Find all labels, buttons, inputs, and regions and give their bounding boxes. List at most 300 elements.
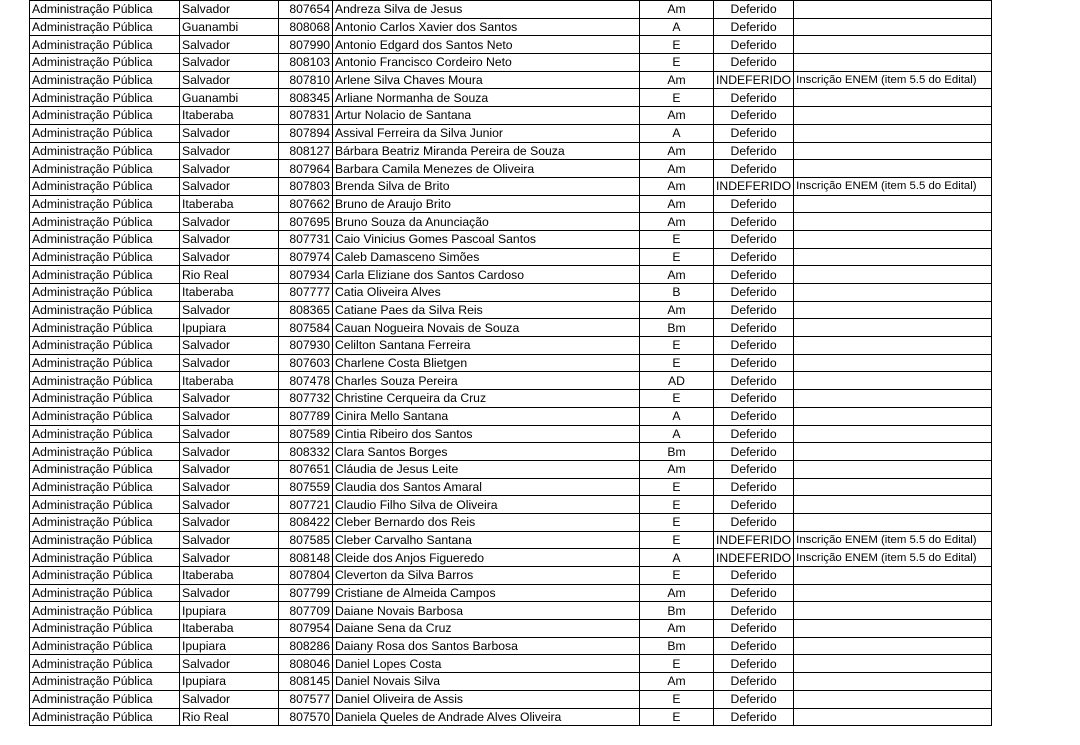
- city-cell: Ipupiara: [180, 673, 279, 691]
- table-row: [30, 337, 992, 355]
- course-cell: Administração Pública: [30, 71, 180, 89]
- observation-cell: [794, 89, 992, 107]
- quota-cell: Am: [640, 584, 714, 602]
- registration-number-cell: 807974: [279, 248, 333, 266]
- registration-number-cell: 807559: [279, 478, 333, 496]
- city-cell: Salvador: [180, 248, 279, 266]
- table-row: [30, 584, 992, 602]
- candidate-name-cell: Daniel Lopes Costa: [333, 655, 640, 673]
- table-row: [30, 177, 992, 195]
- table-row: [30, 620, 992, 638]
- city-cell: Salvador: [180, 124, 279, 142]
- table-row: [30, 36, 992, 54]
- city-cell: Salvador: [180, 460, 279, 478]
- quota-cell: E: [640, 496, 714, 514]
- city-cell: Salvador: [180, 160, 279, 178]
- city-cell: Rio Real: [180, 266, 279, 284]
- course-cell: Administração Pública: [30, 36, 180, 54]
- city-cell: Ipupiara: [180, 602, 279, 620]
- quota-cell: Am: [640, 160, 714, 178]
- registration-number-cell: 807654: [279, 1, 333, 19]
- candidate-name-cell: Charlene Costa Blietgen: [333, 354, 640, 372]
- course-cell: Administração Pública: [30, 673, 180, 691]
- status-cell: Deferido: [714, 124, 794, 142]
- table-row: [30, 213, 992, 231]
- registration-number-cell: 807934: [279, 266, 333, 284]
- table-row: [30, 637, 992, 655]
- course-cell: Administração Pública: [30, 620, 180, 638]
- city-cell: Salvador: [180, 71, 279, 89]
- city-cell: Ipupiara: [180, 637, 279, 655]
- status-cell: Deferido: [714, 230, 794, 248]
- quota-cell: A: [640, 425, 714, 443]
- table-row: [30, 89, 992, 107]
- candidate-name-cell: Cristiane de Almeida Campos: [333, 584, 640, 602]
- status-cell: Deferido: [714, 372, 794, 390]
- candidate-name-cell: Arlene Silva Chaves Moura: [333, 71, 640, 89]
- registration-number-cell: 807731: [279, 230, 333, 248]
- observation-cell: [794, 496, 992, 514]
- registration-number-cell: 807662: [279, 195, 333, 213]
- course-cell: Administração Pública: [30, 567, 180, 585]
- table-row: [30, 567, 992, 585]
- status-cell: Deferido: [714, 1, 794, 19]
- quota-cell: Am: [640, 1, 714, 19]
- status-cell: Deferido: [714, 513, 794, 531]
- status-cell: Deferido: [714, 425, 794, 443]
- quota-cell: Bm: [640, 637, 714, 655]
- status-cell: Deferido: [714, 266, 794, 284]
- observation-cell: [794, 337, 992, 355]
- course-cell: Administração Pública: [30, 248, 180, 266]
- status-cell: INDEFERIDO: [714, 531, 794, 549]
- candidate-name-cell: Antonio Francisco Cordeiro Neto: [333, 54, 640, 72]
- course-cell: Administração Pública: [30, 443, 180, 461]
- results-table-body: [30, 1, 992, 726]
- city-cell: Rio Real: [180, 708, 279, 726]
- table-row: [30, 708, 992, 726]
- observation-cell: [794, 284, 992, 302]
- table-row: [30, 301, 992, 319]
- quota-cell: A: [640, 549, 714, 567]
- table-row: [30, 230, 992, 248]
- quota-cell: E: [640, 36, 714, 54]
- status-cell: Deferido: [714, 584, 794, 602]
- status-cell: INDEFERIDO: [714, 549, 794, 567]
- quota-cell: B: [640, 284, 714, 302]
- candidate-name-cell: Antonio Carlos Xavier dos Santos: [333, 18, 640, 36]
- table-row: [30, 549, 992, 567]
- status-cell: Deferido: [714, 690, 794, 708]
- quota-cell: E: [640, 230, 714, 248]
- course-cell: Administração Pública: [30, 319, 180, 337]
- candidate-name-cell: Daniela Queles de Andrade Alves Oliveira: [333, 708, 640, 726]
- status-cell: Deferido: [714, 301, 794, 319]
- quota-cell: A: [640, 18, 714, 36]
- candidate-name-cell: Christine Cerqueira da Cruz: [333, 390, 640, 408]
- quota-cell: Bm: [640, 602, 714, 620]
- table-row: [30, 390, 992, 408]
- course-cell: Administração Pública: [30, 690, 180, 708]
- observation-cell: [794, 301, 992, 319]
- table-row: [30, 266, 992, 284]
- table-row: [30, 107, 992, 125]
- registration-number-cell: 807964: [279, 160, 333, 178]
- candidate-name-cell: Brenda Silva de Brito: [333, 177, 640, 195]
- course-cell: Administração Pública: [30, 1, 180, 19]
- candidate-name-cell: Arliane Normanha de Souza: [333, 89, 640, 107]
- status-cell: Deferido: [714, 637, 794, 655]
- observation-cell: [794, 54, 992, 72]
- table-row: [30, 531, 992, 549]
- candidate-name-cell: Cleide dos Anjos Figueredo: [333, 549, 640, 567]
- observation-cell: [794, 1, 992, 19]
- quota-cell: Am: [640, 266, 714, 284]
- table-row: [30, 71, 992, 89]
- candidate-name-cell: Catia Oliveira Alves: [333, 284, 640, 302]
- table-row: [30, 478, 992, 496]
- candidate-name-cell: Cauan Nogueira Novais de Souza: [333, 319, 640, 337]
- registration-number-cell: 807721: [279, 496, 333, 514]
- status-cell: Deferido: [714, 248, 794, 266]
- quota-cell: E: [640, 655, 714, 673]
- city-cell: Salvador: [180, 230, 279, 248]
- table-row: [30, 443, 992, 461]
- candidate-name-cell: Caio Vinicius Gomes Pascoal Santos: [333, 230, 640, 248]
- registration-number-cell: 807709: [279, 602, 333, 620]
- candidate-name-cell: Cinira Mello Santana: [333, 407, 640, 425]
- status-cell: Deferido: [714, 567, 794, 585]
- observation-cell: [794, 567, 992, 585]
- status-cell: Deferido: [714, 107, 794, 125]
- candidate-name-cell: Catiane Paes da Silva Reis: [333, 301, 640, 319]
- course-cell: Administração Pública: [30, 584, 180, 602]
- table-row: [30, 1, 992, 19]
- course-cell: Administração Pública: [30, 390, 180, 408]
- registration-number-cell: 807803: [279, 177, 333, 195]
- registration-number-cell: 807810: [279, 71, 333, 89]
- city-cell: Salvador: [180, 496, 279, 514]
- observation-cell: Inscrição ENEM (item 5.5 do Edital): [794, 71, 992, 89]
- status-cell: Deferido: [714, 36, 794, 54]
- table-row: [30, 460, 992, 478]
- candidate-name-cell: Barbara Camila Menezes de Oliveira: [333, 160, 640, 178]
- course-cell: Administração Pública: [30, 213, 180, 231]
- city-cell: Salvador: [180, 1, 279, 19]
- registration-number-cell: 808345: [279, 89, 333, 107]
- registration-number-cell: 807804: [279, 567, 333, 585]
- course-cell: Administração Pública: [30, 425, 180, 443]
- candidate-name-cell: Caleb Damasceno Simões: [333, 248, 640, 266]
- course-cell: Administração Pública: [30, 195, 180, 213]
- table-row: [30, 496, 992, 514]
- registration-number-cell: 808365: [279, 301, 333, 319]
- registration-number-cell: 807695: [279, 213, 333, 231]
- status-cell: Deferido: [714, 478, 794, 496]
- table-row: [30, 195, 992, 213]
- observation-cell: [794, 690, 992, 708]
- observation-cell: [794, 230, 992, 248]
- observation-cell: [794, 655, 992, 673]
- city-cell: Itaberaba: [180, 107, 279, 125]
- registration-number-cell: 807584: [279, 319, 333, 337]
- quota-cell: E: [640, 708, 714, 726]
- observation-cell: [794, 407, 992, 425]
- observation-cell: [794, 354, 992, 372]
- observation-cell: [794, 620, 992, 638]
- observation-cell: [794, 478, 992, 496]
- registration-number-cell: 808068: [279, 18, 333, 36]
- course-cell: Administração Pública: [30, 407, 180, 425]
- course-cell: Administração Pública: [30, 460, 180, 478]
- city-cell: Guanambi: [180, 18, 279, 36]
- course-cell: Administração Pública: [30, 478, 180, 496]
- candidate-name-cell: Celilton Santana Ferreira: [333, 337, 640, 355]
- course-cell: Administração Pública: [30, 266, 180, 284]
- status-cell: Deferido: [714, 390, 794, 408]
- course-cell: Administração Pública: [30, 160, 180, 178]
- table-row: [30, 690, 992, 708]
- observation-cell: [794, 124, 992, 142]
- registration-number-cell: 807894: [279, 124, 333, 142]
- quota-cell: Bm: [640, 443, 714, 461]
- observation-cell: [794, 372, 992, 390]
- status-cell: INDEFERIDO: [714, 177, 794, 195]
- registration-number-cell: 808422: [279, 513, 333, 531]
- city-cell: Salvador: [180, 390, 279, 408]
- course-cell: Administração Pública: [30, 549, 180, 567]
- candidate-name-cell: Assival Ferreira da Silva Junior: [333, 124, 640, 142]
- quota-cell: Am: [640, 177, 714, 195]
- registration-number-cell: 808286: [279, 637, 333, 655]
- course-cell: Administração Pública: [30, 18, 180, 36]
- observation-cell: [794, 266, 992, 284]
- city-cell: Salvador: [180, 407, 279, 425]
- observation-cell: Inscrição ENEM (item 5.5 do Edital): [794, 177, 992, 195]
- city-cell: Salvador: [180, 177, 279, 195]
- quota-cell: A: [640, 407, 714, 425]
- candidate-name-cell: Daiany Rosa dos Santos Barbosa: [333, 637, 640, 655]
- course-cell: Administração Pública: [30, 655, 180, 673]
- course-cell: Administração Pública: [30, 513, 180, 531]
- quota-cell: E: [640, 690, 714, 708]
- observation-cell: [794, 319, 992, 337]
- registration-number-cell: 807577: [279, 690, 333, 708]
- course-cell: Administração Pública: [30, 284, 180, 302]
- candidate-name-cell: Bárbara Beatriz Miranda Pereira de Souza: [333, 142, 640, 160]
- table-row: [30, 142, 992, 160]
- table-row: [30, 124, 992, 142]
- quota-cell: E: [640, 54, 714, 72]
- candidate-name-cell: Charles Souza Pereira: [333, 372, 640, 390]
- table-row: [30, 655, 992, 673]
- observation-cell: [794, 160, 992, 178]
- observation-cell: [794, 107, 992, 125]
- table-row: [30, 319, 992, 337]
- observation-cell: [794, 584, 992, 602]
- status-cell: Deferido: [714, 354, 794, 372]
- registration-number-cell: 807570: [279, 708, 333, 726]
- observation-cell: [794, 248, 992, 266]
- city-cell: Itaberaba: [180, 567, 279, 585]
- table-row: [30, 160, 992, 178]
- candidate-name-cell: Artur Nolacio de Santana: [333, 107, 640, 125]
- candidate-name-cell: Daiane Sena da Cruz: [333, 620, 640, 638]
- quota-cell: A: [640, 124, 714, 142]
- status-cell: Deferido: [714, 284, 794, 302]
- table-row: [30, 354, 992, 372]
- observation-cell: [794, 708, 992, 726]
- status-cell: Deferido: [714, 89, 794, 107]
- city-cell: Salvador: [180, 443, 279, 461]
- observation-cell: [794, 425, 992, 443]
- city-cell: Salvador: [180, 655, 279, 673]
- city-cell: Itaberaba: [180, 195, 279, 213]
- candidate-name-cell: Clara Santos Borges: [333, 443, 640, 461]
- city-cell: Itaberaba: [180, 284, 279, 302]
- course-cell: Administração Pública: [30, 496, 180, 514]
- quota-cell: Bm: [640, 319, 714, 337]
- course-cell: Administração Pública: [30, 602, 180, 620]
- status-cell: Deferido: [714, 655, 794, 673]
- quota-cell: E: [640, 248, 714, 266]
- status-cell: INDEFERIDO: [714, 71, 794, 89]
- quota-cell: E: [640, 531, 714, 549]
- course-cell: Administração Pública: [30, 107, 180, 125]
- city-cell: Salvador: [180, 36, 279, 54]
- status-cell: Deferido: [714, 620, 794, 638]
- city-cell: Salvador: [180, 549, 279, 567]
- candidate-name-cell: Carla Eliziane dos Santos Cardoso: [333, 266, 640, 284]
- status-cell: Deferido: [714, 443, 794, 461]
- course-cell: Administração Pública: [30, 124, 180, 142]
- quota-cell: Am: [640, 673, 714, 691]
- quota-cell: Am: [640, 460, 714, 478]
- course-cell: Administração Pública: [30, 177, 180, 195]
- registration-number-cell: 807777: [279, 284, 333, 302]
- city-cell: Guanambi: [180, 89, 279, 107]
- registration-number-cell: 807789: [279, 407, 333, 425]
- status-cell: Deferido: [714, 407, 794, 425]
- quota-cell: E: [640, 513, 714, 531]
- observation-cell: [794, 637, 992, 655]
- candidate-name-cell: Claudia dos Santos Amaral: [333, 478, 640, 496]
- city-cell: Salvador: [180, 425, 279, 443]
- quota-cell: Am: [640, 620, 714, 638]
- registration-number-cell: 807585: [279, 531, 333, 549]
- registration-number-cell: 807831: [279, 107, 333, 125]
- quota-cell: Am: [640, 71, 714, 89]
- table-row: [30, 425, 992, 443]
- status-cell: Deferido: [714, 142, 794, 160]
- table-row: [30, 372, 992, 390]
- city-cell: Itaberaba: [180, 372, 279, 390]
- city-cell: Ipupiara: [180, 319, 279, 337]
- candidate-name-cell: Cleber Bernardo dos Reis: [333, 513, 640, 531]
- registration-number-cell: 807651: [279, 460, 333, 478]
- quota-cell: E: [640, 337, 714, 355]
- quota-cell: Am: [640, 213, 714, 231]
- registration-number-cell: 807954: [279, 620, 333, 638]
- table-row: [30, 407, 992, 425]
- status-cell: Deferido: [714, 160, 794, 178]
- quota-cell: AD: [640, 372, 714, 390]
- observation-cell: Inscrição ENEM (item 5.5 do Edital): [794, 549, 992, 567]
- city-cell: Salvador: [180, 478, 279, 496]
- observation-cell: [794, 460, 992, 478]
- candidate-name-cell: Antonio Edgard dos Santos Neto: [333, 36, 640, 54]
- table-row: [30, 673, 992, 691]
- table-row: [30, 18, 992, 36]
- quota-cell: Am: [640, 301, 714, 319]
- quota-cell: Am: [640, 195, 714, 213]
- city-cell: Salvador: [180, 213, 279, 231]
- course-cell: Administração Pública: [30, 354, 180, 372]
- status-cell: Deferido: [714, 18, 794, 36]
- course-cell: Administração Pública: [30, 337, 180, 355]
- city-cell: Salvador: [180, 690, 279, 708]
- city-cell: Salvador: [180, 301, 279, 319]
- table-row: [30, 248, 992, 266]
- course-cell: Administração Pública: [30, 708, 180, 726]
- status-cell: Deferido: [714, 673, 794, 691]
- city-cell: Salvador: [180, 337, 279, 355]
- registration-number-cell: 808103: [279, 54, 333, 72]
- table-row: [30, 54, 992, 72]
- quota-cell: E: [640, 354, 714, 372]
- observation-cell: [794, 443, 992, 461]
- registration-number-cell: 807589: [279, 425, 333, 443]
- city-cell: Salvador: [180, 54, 279, 72]
- status-cell: Deferido: [714, 602, 794, 620]
- course-cell: Administração Pública: [30, 531, 180, 549]
- registration-number-cell: 808332: [279, 443, 333, 461]
- course-cell: Administração Pública: [30, 372, 180, 390]
- observation-cell: [794, 390, 992, 408]
- registration-number-cell: 807799: [279, 584, 333, 602]
- candidate-name-cell: Daiane Novais Barbosa: [333, 602, 640, 620]
- registration-number-cell: 808145: [279, 673, 333, 691]
- registration-number-cell: 807930: [279, 337, 333, 355]
- observation-cell: [794, 18, 992, 36]
- registration-number-cell: 808148: [279, 549, 333, 567]
- city-cell: Salvador: [180, 354, 279, 372]
- quota-cell: E: [640, 390, 714, 408]
- quota-cell: E: [640, 89, 714, 107]
- candidate-name-cell: Cintia Ribeiro dos Santos: [333, 425, 640, 443]
- observation-cell: [794, 673, 992, 691]
- observation-cell: Inscrição ENEM (item 5.5 do Edital): [794, 531, 992, 549]
- status-cell: Deferido: [714, 460, 794, 478]
- course-cell: Administração Pública: [30, 142, 180, 160]
- observation-cell: [794, 142, 992, 160]
- observation-cell: [794, 513, 992, 531]
- candidate-name-cell: Daniel Novais Silva: [333, 673, 640, 691]
- course-cell: Administração Pública: [30, 54, 180, 72]
- table-row: [30, 513, 992, 531]
- registration-number-cell: 807732: [279, 390, 333, 408]
- status-cell: Deferido: [714, 496, 794, 514]
- candidate-name-cell: Bruno de Araujo Brito: [333, 195, 640, 213]
- table-row: [30, 602, 992, 620]
- results-table: [29, 0, 992, 726]
- city-cell: Salvador: [180, 513, 279, 531]
- status-cell: Deferido: [714, 337, 794, 355]
- candidate-name-cell: Cleverton da Silva Barros: [333, 567, 640, 585]
- quota-cell: Am: [640, 107, 714, 125]
- course-cell: Administração Pública: [30, 230, 180, 248]
- candidate-name-cell: Claudio Filho Silva de Oliveira: [333, 496, 640, 514]
